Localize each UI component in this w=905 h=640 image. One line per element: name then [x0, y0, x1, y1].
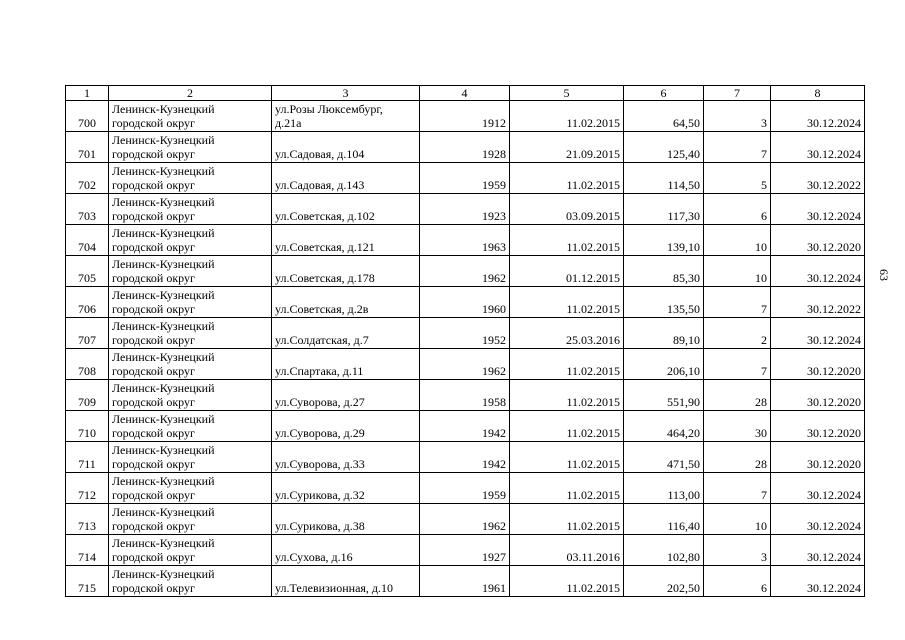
municipality-cell-line: Ленинск-Кузнецкий: [112, 350, 215, 364]
municipality-cell-line: Ленинск-Кузнецкий: [112, 319, 215, 333]
municipality-cell-line: Ленинск-Кузнецкий: [112, 226, 215, 240]
address-cell-line: ул.Суворова, д.33: [275, 457, 365, 471]
area-cell: 125,40: [624, 132, 704, 163]
date-cell: 11.02.2015: [510, 442, 624, 473]
municipality-cell-line: городской округ: [112, 240, 195, 254]
year-cell: 1963: [420, 225, 510, 256]
units-cell: 28: [704, 380, 771, 411]
date-cell: 11.02.2015: [510, 225, 624, 256]
row-number-cell: 701: [66, 132, 109, 163]
units-cell: 6: [704, 566, 771, 597]
municipality-cell: [109, 225, 272, 256]
municipality-cell: [109, 287, 272, 318]
address-cell-line: ул.Советская, д.178: [275, 271, 375, 285]
row-number-cell: 702: [66, 163, 109, 194]
date-cell: 21.09.2015: [510, 132, 624, 163]
row-number-cell: 706: [66, 287, 109, 318]
municipality-cell-line: Ленинск-Кузнецкий: [112, 102, 215, 116]
municipality-cell-line: Ленинск-Кузнецкий: [112, 412, 215, 426]
units-cell: 7: [704, 132, 771, 163]
area-cell: 116,40: [624, 504, 704, 535]
table-row: [66, 318, 865, 349]
table-row: [66, 442, 865, 473]
municipality-cell-line: Ленинск-Кузнецкий: [112, 443, 215, 457]
municipality-cell: [109, 380, 272, 411]
deadline-cell: 30.12.2020: [771, 349, 865, 380]
units-cell: 10: [704, 225, 771, 256]
address-cell-line: ул.Спартака, д.11: [275, 364, 364, 378]
table-row: [66, 256, 865, 287]
table-row: [66, 504, 865, 535]
row-number-cell: 715: [66, 566, 109, 597]
units-cell: 6: [704, 194, 771, 225]
municipality-cell-line: Ленинск-Кузнецкий: [112, 164, 215, 178]
deadline-cell: 30.12.2024: [771, 473, 865, 504]
address-cell-line: ул.Сурикова, д.32: [275, 488, 365, 502]
address-cell: [272, 349, 420, 380]
area-cell: 206,10: [624, 349, 704, 380]
municipality-cell-line: городской округ: [112, 581, 195, 595]
municipality-cell-line: Ленинск-Кузнецкий: [112, 195, 215, 209]
municipality-cell-line: городской округ: [112, 395, 195, 409]
year-cell: 1962: [420, 504, 510, 535]
date-cell: 11.02.2015: [510, 504, 624, 535]
municipality-cell: [109, 473, 272, 504]
row-number-cell: 714: [66, 535, 109, 566]
row-number-cell: 705: [66, 256, 109, 287]
deadline-cell: 30.12.2022: [771, 163, 865, 194]
municipality-cell-line: городской округ: [112, 271, 195, 285]
address-cell: [272, 287, 420, 318]
address-cell-line: ул.Садовая, д.104: [275, 147, 365, 161]
units-cell: 3: [704, 101, 771, 132]
area-cell: 114,50: [624, 163, 704, 194]
municipality-cell-line: Ленинск-Кузнецкий: [112, 474, 215, 488]
row-number-cell: 703: [66, 194, 109, 225]
table-row: [66, 101, 865, 132]
address-cell: [272, 380, 420, 411]
municipality-cell-line: городской округ: [112, 147, 195, 161]
row-number-cell: 712: [66, 473, 109, 504]
address-cell-line: д.21а: [275, 116, 302, 130]
municipality-cell: [109, 101, 272, 132]
address-cell: [272, 132, 420, 163]
municipality-cell: [109, 411, 272, 442]
table-row: [66, 473, 865, 504]
municipality-cell-line: городской округ: [112, 178, 195, 192]
table-row: [66, 287, 865, 318]
date-cell: 01.12.2015: [510, 256, 624, 287]
year-cell: 1962: [420, 256, 510, 287]
municipality-cell: [109, 132, 272, 163]
year-cell: 1960: [420, 287, 510, 318]
area-cell: 471,50: [624, 442, 704, 473]
table-row: [66, 163, 865, 194]
column-header: 8: [771, 86, 865, 101]
year-cell: 1959: [420, 163, 510, 194]
municipality-cell: [109, 504, 272, 535]
deadline-cell: 30.12.2020: [771, 380, 865, 411]
municipality-cell-line: городской округ: [112, 302, 195, 316]
date-cell: 25.03.2016: [510, 318, 624, 349]
municipality-cell-line: Ленинск-Кузнецкий: [112, 567, 215, 581]
table-row: [66, 380, 865, 411]
address-cell-line: ул.Солдатская, д.7: [275, 333, 369, 347]
date-cell: 11.02.2015: [510, 566, 624, 597]
municipality-cell: [109, 318, 272, 349]
row-number-cell: 710: [66, 411, 109, 442]
municipality-cell: [109, 194, 272, 225]
units-cell: 5: [704, 163, 771, 194]
area-cell: 551,90: [624, 380, 704, 411]
municipality-cell: [109, 566, 272, 597]
municipality-cell-line: городской округ: [112, 519, 195, 533]
deadline-cell: 30.12.2024: [771, 504, 865, 535]
municipality-cell-line: городской округ: [112, 364, 195, 378]
area-cell: 464,20: [624, 411, 704, 442]
units-cell: 28: [704, 442, 771, 473]
date-cell: 11.02.2015: [510, 380, 624, 411]
row-number-cell: 711: [66, 442, 109, 473]
column-header: 1: [66, 86, 109, 101]
address-cell: [272, 473, 420, 504]
municipality-cell-line: городской округ: [112, 550, 195, 564]
units-cell: 10: [704, 256, 771, 287]
municipality-cell-line: Ленинск-Кузнецкий: [112, 257, 215, 271]
municipality-cell-line: городской округ: [112, 116, 195, 130]
units-cell: 2: [704, 318, 771, 349]
municipality-cell: [109, 349, 272, 380]
address-cell: [272, 163, 420, 194]
date-cell: 11.02.2015: [510, 411, 624, 442]
area-cell: 102,80: [624, 535, 704, 566]
deadline-cell: 30.12.2020: [771, 225, 865, 256]
municipality-cell: [109, 535, 272, 566]
table-row: [66, 566, 865, 597]
municipality-cell-line: Ленинск-Кузнецкий: [112, 133, 215, 147]
date-cell: 11.02.2015: [510, 101, 624, 132]
deadline-cell: 30.12.2024: [771, 194, 865, 225]
deadline-cell: 30.12.2022: [771, 287, 865, 318]
address-cell: [272, 411, 420, 442]
units-cell: 7: [704, 473, 771, 504]
units-cell: 7: [704, 287, 771, 318]
row-number-cell: 713: [66, 504, 109, 535]
date-cell: 11.02.2015: [510, 349, 624, 380]
address-cell-line: ул.Советская, д.102: [275, 209, 375, 223]
address-cell: [272, 194, 420, 225]
municipality-cell-line: городской округ: [112, 209, 195, 223]
year-cell: 1942: [420, 411, 510, 442]
area-cell: 113,00: [624, 473, 704, 504]
area-cell: 64,50: [624, 101, 704, 132]
address-cell-line: ул.Сурикова, д.38: [275, 519, 365, 533]
table-row: [66, 349, 865, 380]
municipality-cell-line: Ленинск-Кузнецкий: [112, 536, 215, 550]
year-cell: 1927: [420, 535, 510, 566]
units-cell: 30: [704, 411, 771, 442]
table-row: [66, 132, 865, 163]
address-cell-line: ул.Суворова, д.29: [275, 426, 365, 440]
units-cell: 10: [704, 504, 771, 535]
area-cell: 117,30: [624, 194, 704, 225]
address-cell: [272, 504, 420, 535]
row-number-cell: 704: [66, 225, 109, 256]
date-cell: 03.11.2016: [510, 535, 624, 566]
deadline-cell: 30.12.2024: [771, 318, 865, 349]
address-cell: [272, 318, 420, 349]
year-cell: 1952: [420, 318, 510, 349]
address-cell: [272, 101, 420, 132]
municipality-cell-line: городской округ: [112, 488, 195, 502]
municipality-cell-line: городской округ: [112, 457, 195, 471]
year-cell: 1958: [420, 380, 510, 411]
table-row: [66, 535, 865, 566]
date-cell: 11.02.2015: [510, 287, 624, 318]
year-cell: 1959: [420, 473, 510, 504]
deadline-cell: 30.12.2024: [771, 535, 865, 566]
registry-table: [65, 85, 865, 597]
deadline-cell: 30.12.2024: [771, 256, 865, 287]
date-cell: 03.09.2015: [510, 194, 624, 225]
municipality-cell-line: Ленинск-Кузнецкий: [112, 288, 215, 302]
year-cell: 1962: [420, 349, 510, 380]
column-header: 3: [272, 86, 420, 101]
address-cell-line: ул.Советская, д.2в: [275, 302, 369, 316]
row-number-cell: 709: [66, 380, 109, 411]
row-number-cell: 708: [66, 349, 109, 380]
year-cell: 1942: [420, 442, 510, 473]
municipality-cell: [109, 256, 272, 287]
year-cell: 1923: [420, 194, 510, 225]
table-row: [66, 225, 865, 256]
area-cell: 139,10: [624, 225, 704, 256]
address-cell-line: ул.Садовая, д.143: [275, 178, 365, 192]
year-cell: 1912: [420, 101, 510, 132]
address-cell-line: ул.Сухова, д.16: [275, 550, 353, 564]
address-cell: [272, 256, 420, 287]
column-header: 4: [420, 86, 510, 101]
address-cell: [272, 225, 420, 256]
address-cell: [272, 535, 420, 566]
municipality-cell-line: Ленинск-Кузнецкий: [112, 381, 215, 395]
municipality-cell-line: городской округ: [112, 426, 195, 440]
date-cell: 11.02.2015: [510, 473, 624, 504]
deadline-cell: 30.12.2024: [771, 132, 865, 163]
municipality-cell: [109, 163, 272, 194]
year-cell: 1928: [420, 132, 510, 163]
area-cell: 89,10: [624, 318, 704, 349]
address-cell: [272, 566, 420, 597]
address-cell-line: ул.Розы Люксембург,: [275, 102, 383, 116]
address-cell-line: ул.Телевизионная, д.10: [275, 581, 394, 595]
year-cell: 1961: [420, 566, 510, 597]
table-body: [66, 101, 865, 597]
table-row: [66, 411, 865, 442]
deadline-cell: 30.12.2020: [771, 442, 865, 473]
date-cell: 11.02.2015: [510, 163, 624, 194]
row-number-cell: 707: [66, 318, 109, 349]
page-number: 63: [877, 269, 891, 281]
column-header: 2: [109, 86, 272, 101]
address-cell-line: ул.Суворова, д.27: [275, 395, 365, 409]
deadline-cell: 30.12.2024: [771, 566, 865, 597]
row-number-cell: 700: [66, 101, 109, 132]
area-cell: 85,30: [624, 256, 704, 287]
column-header: 6: [624, 86, 704, 101]
units-cell: 3: [704, 535, 771, 566]
address-cell: [272, 442, 420, 473]
area-cell: 135,50: [624, 287, 704, 318]
deadline-cell: 30.12.2020: [771, 411, 865, 442]
address-cell-line: ул.Советская, д.121: [275, 240, 375, 254]
column-header: 7: [704, 86, 771, 101]
municipality-cell-line: городской округ: [112, 333, 195, 347]
table-row: [66, 194, 865, 225]
header-row: [66, 86, 865, 101]
area-cell: 202,50: [624, 566, 704, 597]
municipality-cell: [109, 442, 272, 473]
column-header: 5: [510, 86, 624, 101]
deadline-cell: 30.12.2024: [771, 101, 865, 132]
municipality-cell-line: Ленинск-Кузнецкий: [112, 505, 215, 519]
units-cell: 7: [704, 349, 771, 380]
